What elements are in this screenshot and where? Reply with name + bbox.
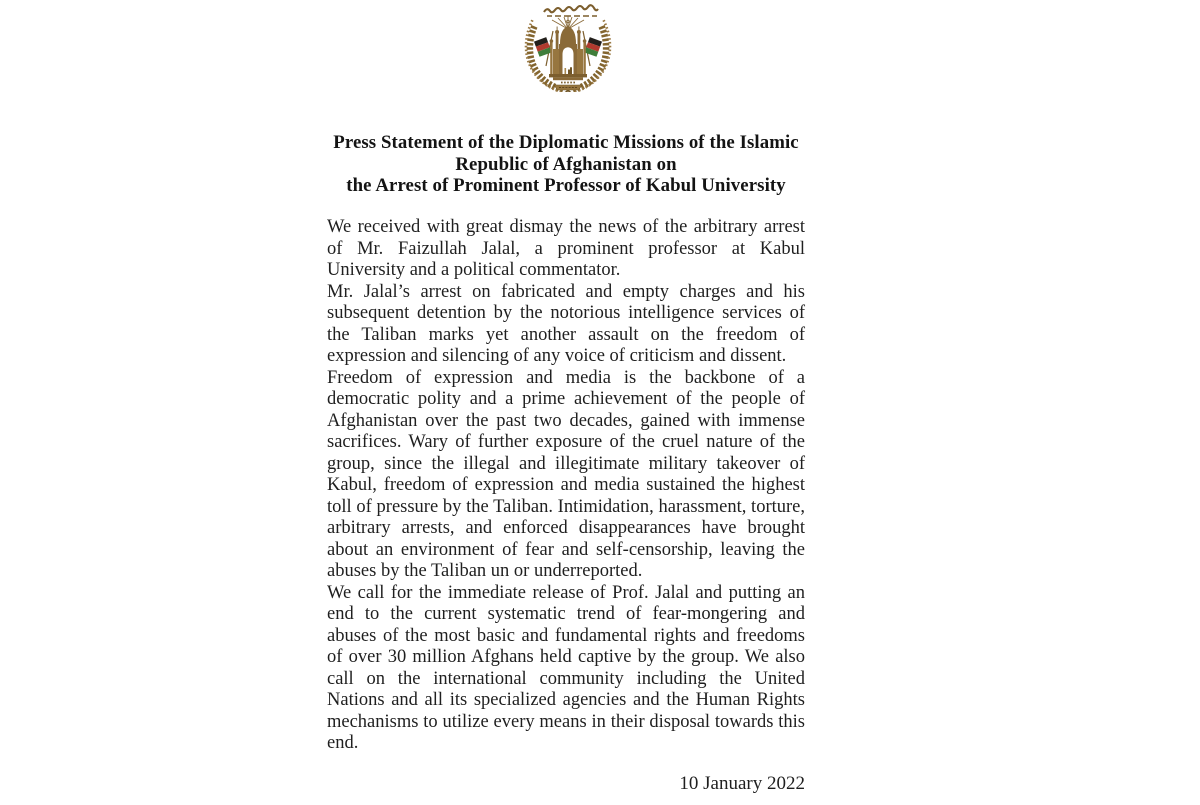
- calligraphy: [544, 5, 598, 16]
- afghanistan-emblem-icon: [514, 4, 622, 92]
- mosque: [549, 20, 587, 82]
- statement-title: [286, 132, 846, 197]
- title-line-2: Republic of Afghanistan on: [455, 153, 677, 175]
- title-line-3: the Arrest of Prominent Professor of Kabul University: [346, 175, 786, 196]
- scroll-banner: [554, 85, 582, 90]
- statement-paragraph-2: Mr. Jalal’s arrest on fabricated and empty charges and his subsequent detention by the notorious intelligence services of the Taliban marks yet another assault on the freedom of expression and silencing of any voice of criticism and dissent.: [327, 281, 805, 366]
- statement-paragraph-1: We received with great dismay the news of the arbitrary arrest of Mr. Faizullah Jalal, a prominent professor at Kabul University and a political commentator.: [327, 217, 805, 280]
- statement-paragraph-4: We call for the immediate release of Prof. Jalal and putting an end to the current systematic trend of fear-mongering and abuses of the most basic and fundamental rights and freedoms of over 30 million Afghans held captive by the group. We also call on the international community including the United Nations and all its specialized agencies and the Human Rights mechanisms to utilize every means in their disposal towards this end.: [327, 582, 805, 753]
- flag-left: [534, 31, 553, 66]
- flag-right: [583, 31, 602, 66]
- title-line-1: Press Statement of the Diplomatic Missions of the Islamic: [333, 132, 799, 153]
- statement-date: 10 January 2022: [679, 773, 805, 794]
- statement-body: [327, 217, 805, 755]
- statement-paragraph-3: Freedom of expression and media is the backbone of a democratic polity and a prime achievement of the people of Afghanistan over the past two decades, gained with immense sacrifices. Wary of further exposure of the cruel nature of the group, since the illegal and illegitimate military takeover of Kabul, freedom of expression and media sustained the highest toll of pressure by the Taliban. Intimidation, harassment, torture, arbitrary arrests, and enforced disappearances have brought about an environment of fear and self-censorship, leaving the abuses by the Taliban un or underreported.: [327, 367, 805, 581]
